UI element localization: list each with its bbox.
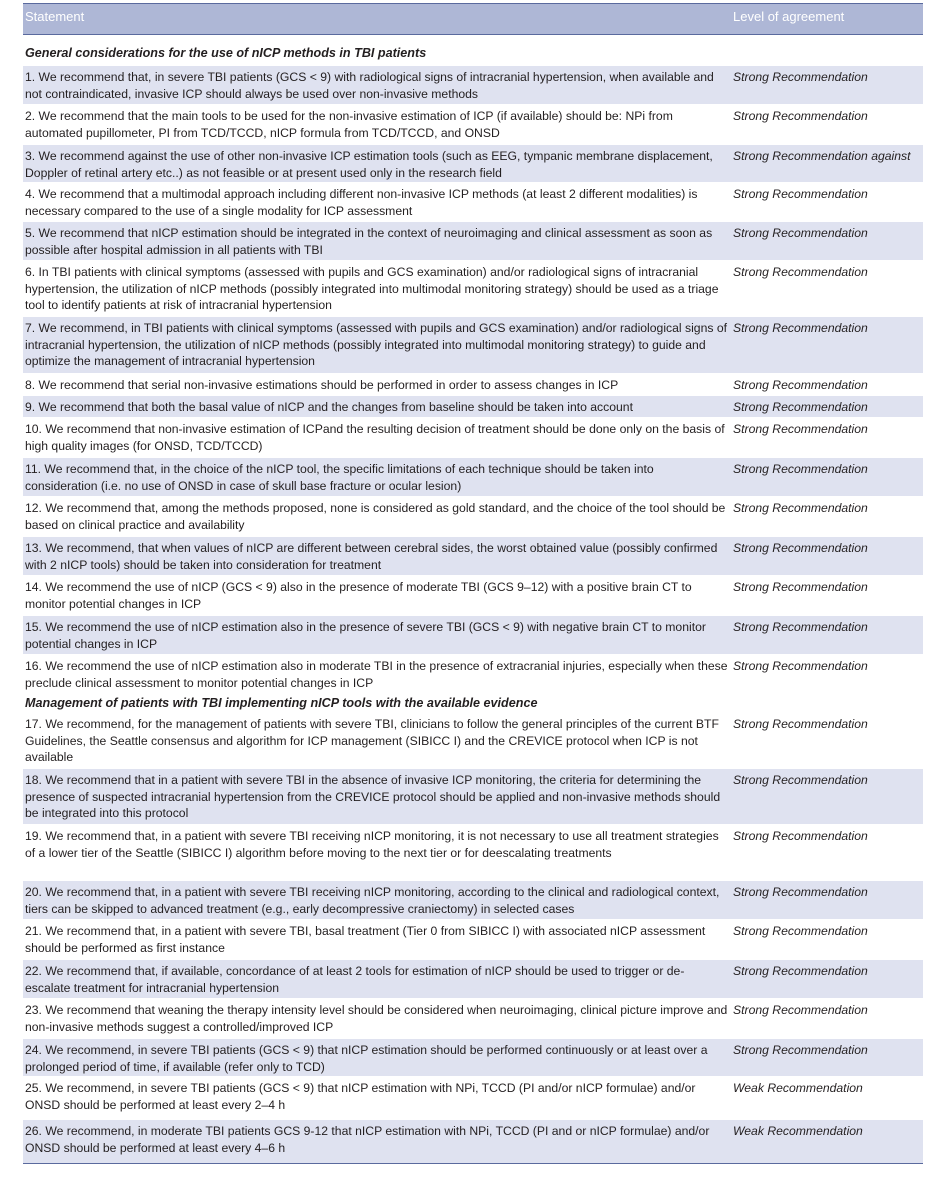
statement-cell: 22. We recommend that, if available, concordance of at least 2 tools for estimation of nICP should be used to trigger or de-escalate treatment for intracranial hypertension	[25, 964, 685, 995]
statement-cell: 14. We recommend the use of nICP (GCS < 9) also in the presence of moderate TBI (GCS 9–12) with a positive brain CT to monitor potential changes in ICP	[25, 580, 692, 611]
table-row	[23, 959, 923, 998]
statement-cell: 9. We recommend that both the basal value of nICP and the changes from baseline should be taken into account	[25, 400, 633, 414]
recommendation-table	[23, 3, 923, 1164]
table-row	[23, 1038, 923, 1076]
statement-cell: 2. We recommend that the main tools to be used for the non-invasive estimation of ICP (if available) should be: NPi from automated pupillometer, PI from TCD/TCCD, nICP formula from TCD/TCCD, and ONSD	[25, 109, 673, 140]
agreement-cell: Strong Recommendation	[733, 226, 868, 240]
statement-cell: 25. We recommend, in severe TBI patients (GCS < 9) that nICP estimation with NPi, TCCD (PI and/or nICP formulae) and/or ONSD should be performed at least every 2–4 h	[25, 1081, 696, 1112]
statement-cell: 13. We recommend, that when values of nICP are different between cerebral sides, the worst obtained value (possibly confirmed with 2 nICP tools) should be taken into consideration for treatment	[25, 541, 718, 572]
agreement-cell: Strong Recommendation	[733, 829, 868, 843]
statement-cell: 21. We recommend that, in a patient with severe TBI, basal treatment (Tier 0 from SIBICC I) with associated nICP assessment should be performed as first instance	[25, 924, 706, 955]
table-header	[23, 3, 923, 35]
table-row	[23, 316, 923, 373]
table-row	[23, 1076, 923, 1119]
agreement-cell: Strong Recommendation	[733, 422, 868, 436]
agreement-cell: Weak Recommendation	[733, 1081, 863, 1095]
statement-cell: 6. In TBI patients with clinical symptoms (assessed with pupils and GCS examination) and/or radiological signs of intracranial hypertension, the utilization of nICP methods (possibly integrated into multimodal monitoring strategy) should be used as a triage tool to identify patients at risk of intracranial hypertension	[25, 265, 719, 312]
statement-cell: 5. We recommend that nICP estimation should be integrated in the context of neuroimaging and clinical assessment as soon as possible after hospital admission in all patients with TBI	[25, 226, 713, 257]
table-row	[23, 615, 923, 654]
table-row	[23, 712, 923, 768]
table-row	[23, 260, 923, 316]
statement-cell: 26. We recommend, in moderate TBI patients GCS 9-12 that nICP estimation with NPi, TCCD (PI and or nICP formulae) and/or ONSD should be performed at least every 4–6 h	[25, 1124, 710, 1155]
bottom-rule	[23, 1163, 923, 1164]
statement-cell: 20. We recommend that, in a patient with severe TBI receiving nICP monitoring, according to the clinical and radiological context, tiers can be skipped to advanced treatment (e.g., early decompressive craniectomy) in selected cases	[25, 885, 720, 916]
agreement-cell: Weak Recommendation	[733, 1124, 863, 1138]
agreement-column-header: Level of agreement	[733, 9, 845, 24]
table-row	[23, 395, 923, 417]
agreement-cell: Strong Recommendation	[733, 378, 868, 392]
table-row	[23, 65, 923, 104]
agreement-cell: Strong Recommendation	[733, 885, 868, 899]
section-title: Management of patients with TBI implementing nICP tools with the available evidence	[25, 696, 538, 710]
table-row	[23, 575, 923, 615]
agreement-cell: Strong Recommendation	[733, 1043, 868, 1057]
statement-cell: 8. We recommend that serial non-invasive estimations should be performed in order to assess changes in ICP	[25, 378, 619, 392]
statement-cell: 15. We recommend the use of nICP estimation also in the presence of severe TBI (GCS < 9) with negative brain CT to monitor potential changes in ICP	[25, 620, 706, 651]
table-row	[23, 824, 923, 880]
agreement-cell: Strong Recommendation	[733, 580, 868, 594]
agreement-cell: Strong Recommendation	[733, 773, 868, 787]
agreement-cell: Strong Recommendation	[733, 265, 868, 279]
table-row	[23, 457, 923, 496]
agreement-cell: Strong Recommendation	[733, 659, 868, 673]
agreement-cell: Strong Recommendation	[733, 70, 868, 84]
agreement-cell: Strong Recommendation	[733, 620, 868, 634]
table-row	[23, 768, 923, 824]
statement-cell: 12. We recommend that, among the methods proposed, none is considered as gold standard, and the choice of the tool should be based on clinical practice and availability	[25, 501, 726, 532]
statement-cell: 10. We recommend that non-invasive estimation of ICPand the resulting decision of treatment should be done only on the basis of high quality images (for ONSD, TCD/TCCD)	[25, 422, 725, 453]
agreement-cell: Strong Recommendation	[733, 462, 868, 476]
statement-cell: 7. We recommend, in TBI patients with clinical symptoms (assessed with pupils and GCS examination) and/or radiological signs of intracranial hypertension, the utilization of nICP methods (possibly integrated into multimodal monitoring strategy) to guide and optimize the management of intracranial hypertension	[25, 321, 728, 368]
statement-cell: 3. We recommend against the use of other non-invasive ICP estimation tools (such as EEG, tympanic membrane displacement, Doppler of retinal artery etc..) as not feasible or at present used only in the research field	[25, 149, 713, 180]
agreement-cell: Strong Recommendation against	[733, 149, 911, 163]
table-row	[23, 1119, 923, 1163]
agreement-cell: Strong Recommendation	[733, 924, 868, 938]
statement-column-header: Statement	[25, 9, 85, 24]
agreement-cell: Strong Recommendation	[733, 321, 868, 335]
statement-cell: 11. We recommend that, in the choice of the nICP tool, the specific limitations of each technique should be taken into consideration (i.e. no use of ONSD in case of skull base fracture or ocular lesion)	[25, 462, 654, 493]
statement-cell: 17. We recommend, for the management of patients with severe TBI, clinicians to follow the general principles of the current BTF Guidelines, the Seattle consensus and algorithm for ICP management (SIBICC I) and the CREVICE protocol when ICP is not available	[25, 717, 719, 764]
table-row	[23, 919, 923, 959]
section-title: General considerations for the use of nICP methods in TBI patients	[25, 46, 427, 60]
table-row	[23, 221, 923, 260]
statement-cell: 23. We recommend that weaning the therapy intensity level should be considered when neuroimaging, clinical picture improve and non-invasive methods suggest a controlled/improved ICP	[25, 1003, 728, 1034]
agreement-cell: Strong Recommendation	[733, 400, 868, 414]
table-row	[23, 417, 923, 457]
table-row	[23, 998, 923, 1038]
statement-cell: 24. We recommend, in severe TBI patients (GCS < 9) that nICP estimation should be performed continuously or at least over a prolonged period of time, if available (refer only to TCD)	[25, 1043, 708, 1074]
table-body	[23, 35, 923, 1163]
agreement-cell: Strong Recommendation	[733, 187, 868, 201]
statement-cell: 1. We recommend that, in severe TBI patients (GCS < 9) with radiological signs of intracranial hypertension, when available and not contraindicated, invasive ICP should always be used over non-invasive methods	[25, 70, 714, 101]
table-row	[23, 182, 923, 221]
agreement-cell: Strong Recommendation	[733, 109, 868, 123]
table-row	[23, 536, 923, 575]
agreement-cell: Strong Recommendation	[733, 717, 868, 731]
statement-cell: 19. We recommend that, in a patient with severe TBI receiving nICP monitoring, it is not necessary to use all treatment strategies of a lower tier of the Seattle (SIBICC I) algorithm before moving to the next tier or for deescalating treatments	[25, 829, 719, 860]
table-row	[23, 144, 923, 182]
statement-cell: 16. We recommend the use of nICP estimation also in moderate TBI in the presence of extracranial injuries, especially when these preclude clinical assessment to monitor potential changes in ICP	[25, 659, 728, 690]
agreement-cell: Strong Recommendation	[733, 541, 868, 555]
table-row	[23, 104, 923, 144]
table-row	[23, 654, 923, 694]
agreement-cell: Strong Recommendation	[733, 501, 868, 515]
agreement-cell: Strong Recommendation	[733, 964, 868, 978]
statement-cell: 4. We recommend that a multimodal approach including different non-invasive ICP methods (at least 2 different modalities) is necessary compared to the use of a single modality for ICP assessment	[25, 187, 698, 218]
statement-cell: 18. We recommend that in a patient with severe TBI in the absence of invasive ICP monitoring, the criteria for determining the presence of suspected intracranial hypertension from the CREVICE protocol should be applied and non-invasive methods should be integrated into this protocol	[25, 773, 721, 820]
table-row	[23, 373, 923, 395]
agreement-cell: Strong Recommendation	[733, 1003, 868, 1017]
table-row	[23, 880, 923, 919]
table-row	[23, 496, 923, 536]
